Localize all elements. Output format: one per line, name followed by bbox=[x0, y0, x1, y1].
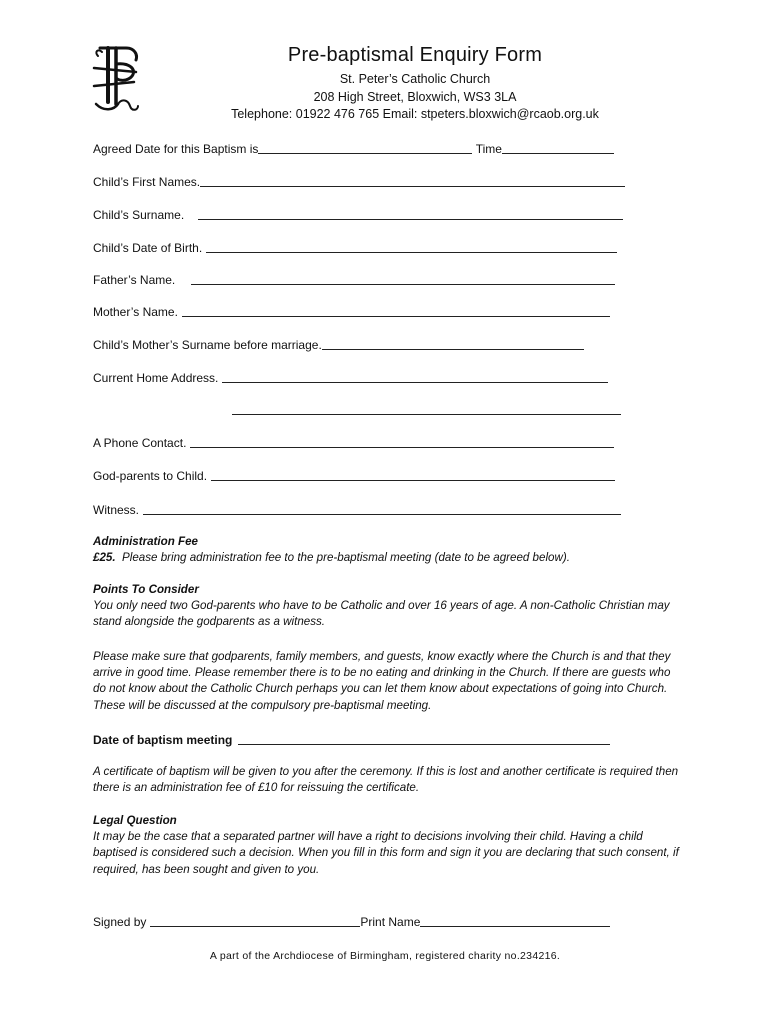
witness-label: Witness. bbox=[93, 503, 140, 517]
admin-fee-heading: Administration Fee bbox=[93, 535, 199, 548]
time-label: Time bbox=[475, 142, 502, 156]
meeting-row bbox=[93, 732, 610, 748]
witness-field[interactable] bbox=[143, 503, 621, 515]
godparents-field[interactable] bbox=[211, 469, 615, 481]
agreed-date-field[interactable] bbox=[258, 142, 472, 154]
agreed-date-label: Agreed Date for this Baptism is bbox=[93, 142, 259, 156]
church-address: 208 High Street, Bloxwich, WS3 3LA bbox=[313, 90, 517, 104]
signature-row bbox=[93, 914, 610, 930]
points-section bbox=[93, 582, 681, 631]
church-monogram-logo bbox=[88, 42, 144, 116]
mother-label: Mother’s Name. bbox=[93, 305, 178, 319]
address-label: Current Home Address. bbox=[93, 371, 219, 385]
surname-label: Child’s Surname. bbox=[93, 208, 185, 222]
address-field-line-1[interactable] bbox=[222, 371, 608, 383]
admin-fee-amount: £25. bbox=[93, 551, 116, 565]
legal-text: It may be the case that a separated partner will have a right to decisions involving their child. Having a child baptised is considered such a decision. When you fill in this form and sign it you are declaring that such consent, if required, has been sought and given to you. bbox=[93, 830, 679, 876]
witness-row bbox=[93, 502, 621, 518]
surname-row bbox=[93, 207, 623, 223]
admin-fee-text: Please bring administration fee to the pre-baptismal meeting (date to be agreed below). bbox=[122, 551, 570, 565]
address-row bbox=[93, 370, 608, 386]
print-name-label: Print Name bbox=[360, 915, 421, 929]
mother-maiden-label: Child’s Mother’s Surname before marriage. bbox=[93, 338, 322, 352]
mother-maiden-row bbox=[93, 337, 584, 353]
dob-label: Child’s Date of Birth. bbox=[93, 241, 203, 255]
certificate-text: A certificate of baptism will be given to you after the ceremony. If this is lost and another certificate is required then there is an administration fee of £10 for reissuing the certificate. bbox=[93, 765, 679, 795]
phone-field[interactable] bbox=[190, 436, 614, 448]
first-names-row bbox=[93, 174, 625, 190]
time-field[interactable] bbox=[502, 142, 614, 154]
signed-by-field[interactable] bbox=[150, 915, 360, 927]
meeting-label: Date of baptism meeting bbox=[93, 733, 233, 747]
meeting-date-field[interactable] bbox=[238, 733, 610, 745]
print-name-field[interactable] bbox=[420, 915, 610, 927]
phone-label: A Phone Contact. bbox=[93, 436, 187, 450]
signed-by-label: Signed by bbox=[93, 915, 147, 929]
godparents-label: God-parents to Child. bbox=[93, 469, 208, 483]
form-title: Pre-baptismal Enquiry Form bbox=[287, 44, 543, 66]
admin-fee-section bbox=[93, 534, 681, 566]
address-line-2-row bbox=[232, 402, 621, 418]
mother-maiden-field[interactable] bbox=[322, 338, 584, 350]
points-heading: Points To Consider bbox=[93, 583, 199, 596]
godparents-row bbox=[93, 468, 615, 484]
first-names-field[interactable] bbox=[200, 175, 625, 187]
address-field-line-2[interactable] bbox=[232, 403, 621, 415]
phone-row bbox=[93, 435, 614, 451]
dob-field[interactable] bbox=[206, 241, 617, 253]
agreed-date-row bbox=[93, 141, 614, 157]
mother-field[interactable] bbox=[182, 305, 610, 317]
legal-section bbox=[93, 813, 681, 878]
dob-row bbox=[93, 240, 617, 256]
church-contact: Telephone: 01922 476 765 Email: stpeters.bloxwich@rcaob.org.uk bbox=[231, 107, 599, 121]
surname-field[interactable] bbox=[198, 208, 623, 220]
footer-charity-note: A part of the Archdiocese of Birmingham, registered charity no.234216. bbox=[209, 950, 561, 962]
legal-heading: Legal Question bbox=[93, 814, 177, 827]
church-name: St. Peter’s Catholic Church bbox=[339, 72, 491, 86]
father-row bbox=[93, 272, 615, 288]
mother-row bbox=[93, 304, 610, 320]
first-names-label: Child’s First Names. bbox=[93, 175, 201, 189]
father-field[interactable] bbox=[191, 273, 615, 285]
points-paragraph-1: You only need two God-parents who have to be Catholic and over 16 years of age. A non-Catholic Christian may stand alongside the godparents as a witness. bbox=[93, 599, 670, 629]
father-label: Father’s Name. bbox=[93, 273, 176, 287]
points-paragraph-2: Please make sure that godparents, family members, and guests, know exactly where the Church is and that they arrive in good time. Please remember there is to be no eating and drinking in the Church. If there are guests who do not know about the Catholic Church perhaps you can let them know about expectations of going into Church. These will be discussed at the compulsory pre-baptismal meeting. bbox=[93, 650, 671, 712]
